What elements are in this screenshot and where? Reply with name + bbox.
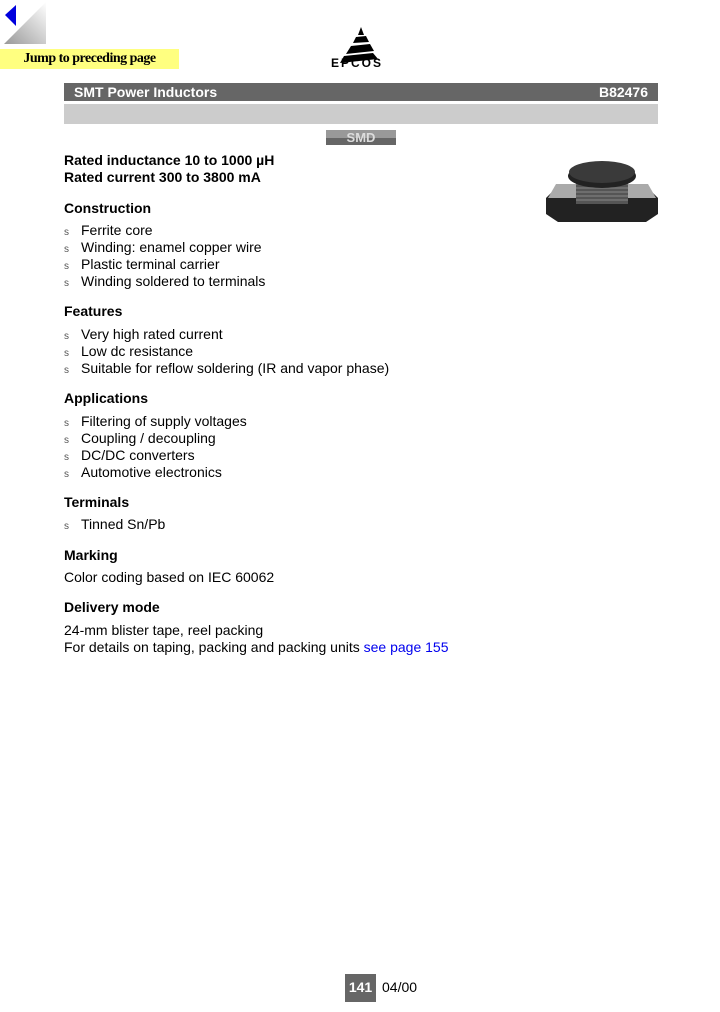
marking-text: Color coding based on IEC 60062	[64, 569, 275, 585]
bullet-icon: s	[64, 469, 69, 480]
list-item: s Winding: enamel copper wire	[64, 239, 262, 258]
delivery-details: For details on taping, packing and packing units see page 155	[64, 639, 449, 655]
back-arrow-icon[interactable]	[4, 2, 46, 44]
svg-text:SMD: SMD	[346, 130, 376, 145]
bullet-icon: s	[64, 227, 69, 238]
construction-heading: Construction	[64, 200, 152, 216]
applications-heading: Applications	[64, 390, 149, 406]
bullet-icon: s	[64, 435, 69, 446]
bullet-icon: s	[64, 452, 69, 463]
page-date: 04/00	[382, 979, 418, 995]
inductor-photo	[546, 158, 658, 224]
terminals-heading: Terminals	[64, 494, 130, 510]
bullet-icon: s	[64, 418, 69, 429]
delivery-text: 24-mm blister tape, reel packing	[64, 622, 264, 638]
list-item: s Ferrite core	[64, 222, 153, 241]
bullet-icon: s	[64, 365, 69, 376]
rated-inductance: Rated inductance 10 to 1000 µH	[64, 152, 275, 168]
jump-to-preceding-page-button[interactable]: Jump to preceding page	[0, 49, 179, 69]
logo-text: EPCOS	[331, 56, 384, 70]
list-item: s Coupling / decoupling	[64, 430, 216, 449]
smd-badge-icon	[326, 130, 396, 145]
see-page-link[interactable]: see page 155	[363, 639, 449, 655]
list-item: s DC/DC converters	[64, 447, 195, 466]
title-bar	[64, 83, 658, 101]
bullet-icon: s	[64, 521, 69, 532]
list-item: s Automotive electronics	[64, 464, 222, 483]
list-item: s Very high rated current	[64, 326, 223, 345]
features-heading: Features	[64, 303, 123, 319]
list-item: s Filtering of supply voltages	[64, 413, 247, 432]
delivery-heading: Delivery mode	[64, 599, 160, 615]
bullet-icon: s	[64, 331, 69, 342]
bullet-icon: s	[64, 261, 69, 272]
page-number: 141	[345, 974, 376, 1002]
list-item: s Low dc resistance	[64, 343, 193, 362]
list-item: s Plastic terminal carrier	[64, 256, 219, 275]
rated-current: Rated current 300 to 3800 mA	[64, 169, 261, 185]
marking-heading: Marking	[64, 547, 118, 563]
list-item: s Suitable for reflow soldering (IR and vapor phase)	[64, 360, 389, 379]
bullet-icon: s	[64, 348, 69, 359]
bullet-icon: s	[64, 278, 69, 289]
list-item: s Tinned Sn/Pb	[64, 516, 165, 535]
sub-bar	[64, 104, 658, 124]
bullet-icon: s	[64, 244, 69, 255]
list-item: s Winding soldered to terminals	[64, 273, 265, 292]
part-number: B82476	[598, 84, 648, 100]
product-title: SMT Power Inductors	[74, 84, 218, 100]
